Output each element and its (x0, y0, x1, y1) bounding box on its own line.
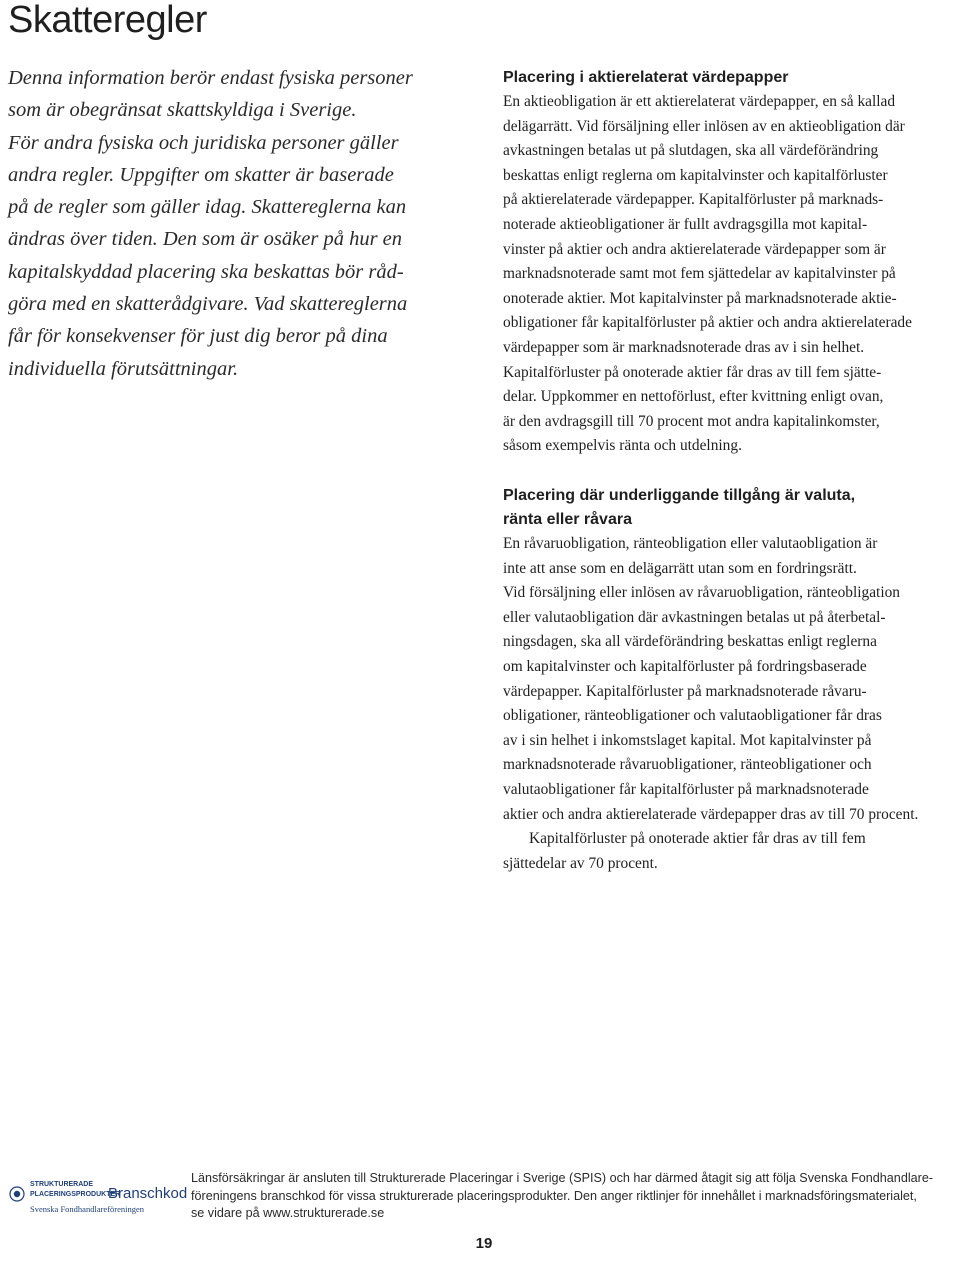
section-aktierelaterat (503, 66, 958, 459)
body-line: värdepapper. Kapitalförluster på marknadsnoterade råvaru- (503, 682, 867, 700)
intro-line: som är obegränsat skattskyldiga i Sverige. (8, 99, 357, 122)
body-line: Kapitalförluster på onoterade aktier får dras av till fem sjätte- (503, 363, 882, 381)
body-line: inte att anse som en delägarrätt utan som en fordringsrätt. (503, 559, 857, 577)
branschkod-logo (8, 1172, 188, 1222)
intro-line: kapitalskyddad placering ska beskattas bör råd- (8, 260, 404, 283)
section-valuta-ranta-ravara (503, 484, 958, 876)
intro-line: göra med en skatterådgivare. Vad skattereglerna (8, 293, 408, 316)
body-line: obligationer får kapitalförluster på aktier och andra aktierelaterade (503, 314, 912, 332)
body-line: vinster på aktier och andra aktierelaterade värdepapper som är (503, 240, 886, 258)
logo-line2: PLACERINGSPRODUKTER (30, 1191, 121, 1198)
logo-line1: STRUKTURERADE (30, 1181, 93, 1188)
section-heading (503, 484, 958, 532)
intro-line: För andra fysiska och juridiska personer gäller (8, 131, 399, 154)
body-line: Vid försäljning eller inlösen av råvaruobligation, ränteobligation (503, 584, 900, 602)
footer-line: Länsförsäkringar är ansluten till Strukturerade Placeringar i Sverige (SPIS) och har därmed åtagit sig att följa Svenska Fondhandlare- (191, 1171, 934, 1185)
section-heading-line: Placering i aktierelaterat värdepapper (503, 69, 789, 86)
body-line: såsom exempelvis ränta och utdelning. (503, 437, 742, 455)
body-line: är den avdragsgill till 70 procent mot andra kapitalinkomster, (503, 412, 880, 430)
body-line: marknadsnoterade samt mot fem sjättedelar av kapitalvinster på (503, 265, 896, 283)
intro-line: får för konsekvenser för just dig beror på dina (8, 325, 388, 348)
section-heading-line: Placering där underliggande tillgång är valuta, (503, 487, 856, 504)
body-line: avkastningen betalas ut på slutdagen, ska all värdeförändring (503, 142, 879, 160)
logo-dot-icon (14, 1191, 20, 1197)
body-line: obligationer, ränteobligationer och valutaobligationer får dras (503, 707, 882, 725)
page-number: 19 (475, 1235, 493, 1252)
body-line: En aktieobligation är ett aktierelaterat värdepapper, en så kallad (503, 93, 896, 110)
section-heading (503, 66, 958, 90)
body-line: ningsdagen, ska all värdeförändring beskattas enligt reglerna (503, 633, 877, 651)
footer-disclaimer (191, 1170, 956, 1223)
branschkod-logo-graphic (8, 1172, 188, 1222)
intro-line: Denna information berör endast fysiska personer (8, 67, 413, 89)
logo-org: Svenska Fondhandlareföreningen (30, 1204, 145, 1214)
body-line: värdepapper som är marknadsnoterade dras av i sin helhet. (503, 338, 865, 356)
body-line: aktier och andra aktierelaterade värdepapper dras av till 70 procent. (503, 805, 919, 823)
intro-line: individuella förutsättningar. (8, 357, 239, 380)
intro-line: på de regler som gäller idag. Skattereglerna kan (8, 196, 407, 219)
body-line: En råvaruobligation, ränteobligation eller valutaobligation är (503, 535, 878, 552)
body-line: delägarrätt. Vid försäljning eller inlösen av en aktieobligation där (503, 117, 905, 135)
body-line: om kapitalvinster och kapitalförluster på fordringsbaserade (503, 657, 867, 675)
body-line: sjättedelar av 70 procent. (503, 854, 658, 872)
body-line: eller valutaobligation där avkastningen betalas ut på återbetal- (503, 608, 886, 626)
footer-line: föreningens branschkod för vissa strukturerade placeringsprodukter. Den anger riktlinjer för innehållet i marknadsföringsmaterialet, (191, 1188, 917, 1203)
body-line: noterade aktieobligationer är fullt avdragsgilla mot kapital- (503, 215, 868, 233)
footer-line: se vidare på www.strukturerade.se (191, 1206, 385, 1220)
section-body (503, 532, 958, 876)
page-title: Skatteregler (8, 0, 207, 41)
body-line: marknadsnoterade råvaruobligationer, ränteobligationer och (503, 756, 872, 774)
body-line: delar. Uppkommer en nettoförlust, efter kvittning enligt ovan, (503, 388, 884, 406)
intro-line: andra regler. Uppgifter om skatter är baserade (8, 163, 394, 186)
body-line: på aktierelaterade värdepapper. Kapitalförluster på marknads- (503, 191, 884, 209)
section-body (503, 90, 958, 459)
body-line: av i sin helhet i inkomstslaget kapital. Mot kapitalvinster på (503, 731, 872, 749)
intro-paragraph (8, 62, 468, 385)
body-line: onoterade aktier. Mot kapitalvinster på marknadsnoterade aktie- (503, 289, 897, 307)
intro-line: ändras över tiden. Den som är osäker på hur en (8, 228, 403, 251)
body-line-indented: Kapitalförluster på onoterade aktier får dras av till fem (529, 830, 866, 848)
body-line: beskattas enligt reglerna om kapitalvinster och kapitalförluster (503, 166, 888, 184)
logo-brand: Branschkod (108, 1185, 188, 1202)
section-heading-line: ränta eller råvara (503, 511, 632, 528)
body-line: valutaobligationer får kapitalförluster på marknadsnoterade (503, 780, 869, 798)
